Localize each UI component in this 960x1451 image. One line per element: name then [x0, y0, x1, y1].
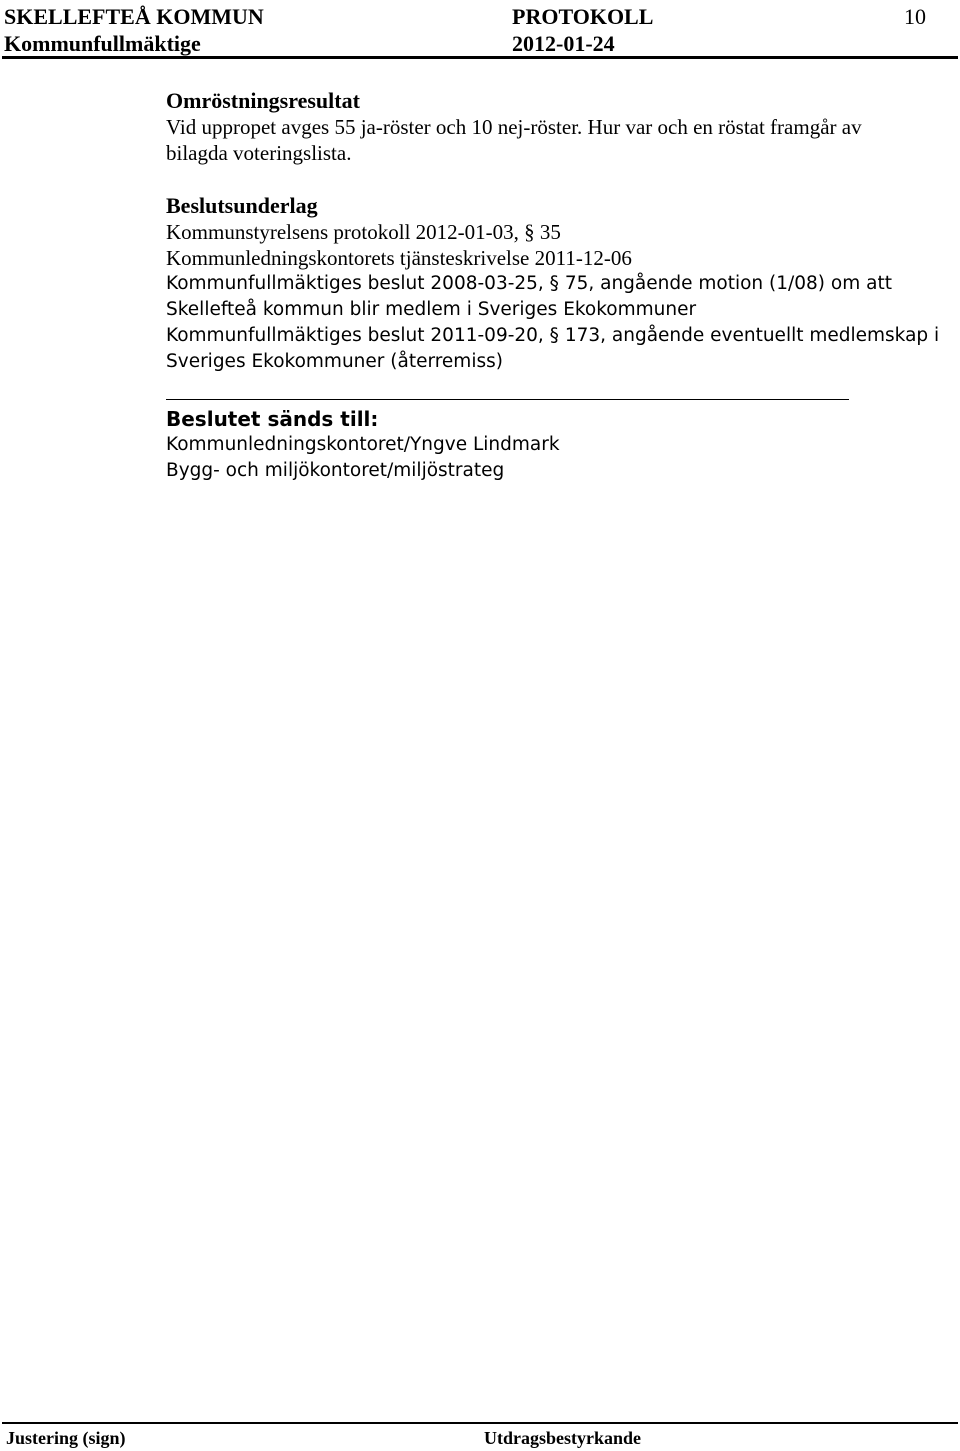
distribution-heading: Beslutet sänds till: [166, 407, 379, 431]
voting-heading: Omröstningsresultat [166, 88, 360, 113]
recipient-item: Bygg- och miljökontoret/miljöstrateg [166, 460, 505, 481]
section-divider [166, 399, 849, 400]
distribution-section [166, 406, 926, 484]
basis-section [166, 193, 940, 375]
basis-line: Kommunfullmäktiges beslut 2011-09-20, § 173, angående eventuellt medlemskap i [166, 325, 940, 346]
basis-heading: Beslutsunderlag [166, 193, 318, 218]
page-number: 10 [904, 4, 926, 29]
signature-label: Justering (sign) [6, 1428, 126, 1448]
voting-section [166, 88, 926, 166]
basis-line: Kommunfullmäktiges beslut 2008-03-25, § 75, angående motion (1/08) om att [166, 273, 892, 294]
body-name: Kommunfullmäktige [4, 31, 201, 56]
organization-name: SKELLEFTEÅ KOMMUN [4, 4, 264, 29]
recipient-item: Kommunledningskontoret/Yngve Lindmark [166, 434, 560, 455]
voting-line: bilagda voteringslista. [166, 141, 352, 165]
basis-line: Skellefteå kommun blir medlem i Sveriges Ekokommuner [166, 299, 697, 320]
voting-line: Vid uppropet avges 55 ja-röster och 10 nej-röster. Hur var och en röstat framgår av [166, 115, 862, 139]
basis-line: Sveriges Ekokommuner (återremiss) [166, 351, 503, 372]
meeting-date: 2012-01-24 [512, 31, 615, 56]
basis-line: Kommunledningskontorets tjänsteskrivelse 2011-12-06 [166, 246, 632, 270]
header-divider [2, 56, 958, 59]
footer-divider [2, 1422, 958, 1424]
certification-label: Utdragsbestyrkande [484, 1428, 642, 1448]
document-type: PROTOKOLL [512, 4, 654, 29]
basis-line: Kommunstyrelsens protokoll 2012-01-03, § 35 [166, 220, 561, 244]
